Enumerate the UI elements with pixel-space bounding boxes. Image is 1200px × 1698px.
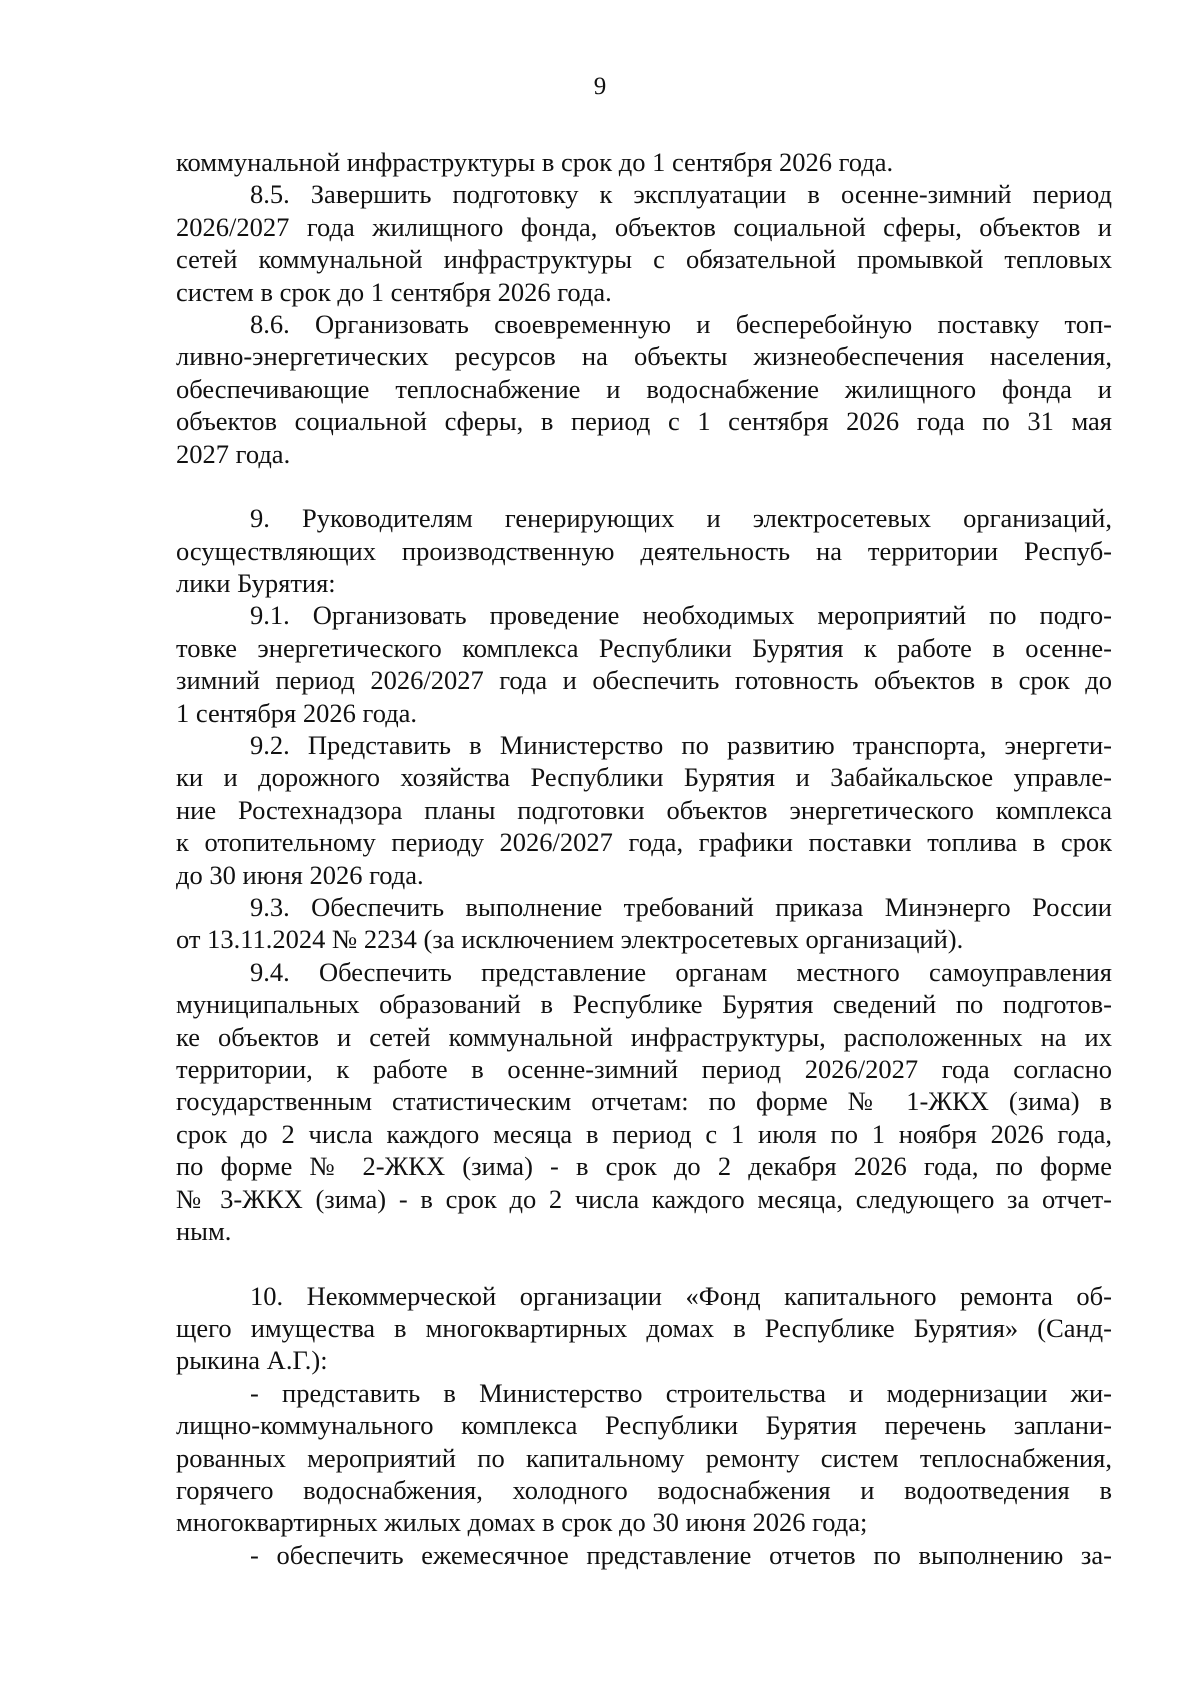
text-line: рыкина А.Г.): [176,1345,328,1376]
page-number: 9 [593,73,607,100]
text-line: рованных мероприятий по капитальному ремонту систем теплоснабжения, [176,1442,1112,1473]
text-line: ливно-энергетических ресурсов на объекты жизнеобеспечения населения, [176,341,1112,372]
text-line: товке энергетического комплекса Республики Бурятия к работе в осенне- [176,632,1112,663]
text-line: лики Бурятия: [176,568,336,599]
text-line: сетей коммунальной инфраструктуры с обязательной промывкой тепловых [176,244,1112,275]
paragraph [176,308,1112,470]
paragraph [176,1377,1112,1539]
paragraph [176,502,1112,599]
text-line: 8.6. Организовать своевременную и бесперебойную поставку топ- [250,308,1112,339]
text-line: ным. [176,1215,232,1246]
text-line: лищно-коммунального комплекса Республики Бурятия перечень заплани- [176,1410,1112,1441]
text-line: до 30 июня 2026 года. [176,859,424,890]
text-line: муниципальных образований в Республике Бурятия сведений по подготов- [176,989,1112,1020]
paragraph [176,1539,1112,1571]
paragraph [176,599,1112,729]
text-line: 9.4. Обеспечить представление органам местного самоуправления [250,956,1112,987]
text-line: территории, к работе в осенне-зимний период 2026/2027 года согласно [176,1053,1112,1084]
paragraph [176,891,1112,956]
text-line: 9.2. Представить в Министерство по развитию транспорта, энергети- [250,730,1112,761]
document-body [176,146,1112,1571]
text-line: горячего водоснабжения, холодного водоснабжения и водоотведения в [176,1475,1112,1506]
text-line: 1 сентября 2026 года. [176,697,418,728]
text-line: многоквартирных жилых домах в срок до 30 июня 2026 года; [176,1507,868,1538]
text-line: обеспечивающие теплоснабжение и водоснабжение жилищного фонда и [176,373,1112,404]
text-line: ние Ростехнадзора планы подготовки объектов энергетического комплекса [176,794,1112,825]
text-line: 9.1. Организовать проведение необходимых мероприятий по подго- [250,600,1112,631]
text-line: - обеспечить ежемесячное представление отчетов по выполнению за- [250,1539,1112,1570]
text-line: коммунальной инфраструктуры в срок до 1 сентября 2026 года. [176,147,894,177]
paragraph [176,729,1112,891]
text-line: 10. Некоммерческой организации «Фонд капитального ремонта об- [250,1280,1112,1311]
text-line: от 13.11.2024 № 2234 (за исключением электросетевых организаций). [176,924,964,955]
text-line: - представить в Министерство строительства и модернизации жи- [250,1377,1112,1408]
text-line: ке объектов и сетей коммунальной инфраструктуры, расположенных на их [176,1021,1112,1052]
text-line: по форме № 2-ЖКХ (зима) - в срок до 2 декабря 2026 года, по форме [176,1151,1112,1182]
paragraph [176,178,1112,308]
paragraph [176,956,1112,1248]
text-line: 9.3. Обеспечить выполнение требований приказа Минэнерго России [250,891,1112,922]
text-line: № 3-ЖКХ (зима) - в срок до 2 числа каждого месяца, следующего за отчет- [176,1183,1112,1214]
text-line: осуществляющих производственную деятельность на территории Респуб- [176,535,1112,566]
text-line: 2027 года. [176,438,291,469]
paragraph-gap [176,470,1112,502]
paragraph [176,1280,1112,1377]
text-line: государственным статистическим отчетам: по форме № 1-ЖКХ (зима) в [176,1086,1112,1117]
paragraph-gap [176,1247,1112,1279]
text-line: 8.5. Завершить подготовку к эксплуатации в осенне-зимний период [250,179,1112,210]
text-line: щего имущества в многоквартирных домах в Республике Бурятия» (Санд- [176,1313,1112,1344]
text-line: объектов социальной сферы, в период с 1 сентября 2026 года по 31 мая [176,406,1112,437]
text-line: срок до 2 числа каждого месяца в период с 1 июля по 1 ноября 2026 года, [176,1118,1112,1149]
text-line: систем в срок до 1 сентября 2026 года. [176,276,612,307]
paragraph [176,146,1112,178]
text-line: 9. Руководителям генерирующих и электросетевых организаций, [250,503,1112,534]
text-line: к отопительному периоду 2026/2027 года, графики поставки топлива в срок [176,827,1112,858]
text-line: зимний период 2026/2027 года и обеспечить готовность объектов в срок до [176,665,1112,696]
text-line: ки и дорожного хозяйства Республики Бурятия и Забайкальское управле- [176,762,1112,793]
text-line: 2026/2027 года жилищного фонда, объектов социальной сферы, объектов и [176,211,1112,242]
